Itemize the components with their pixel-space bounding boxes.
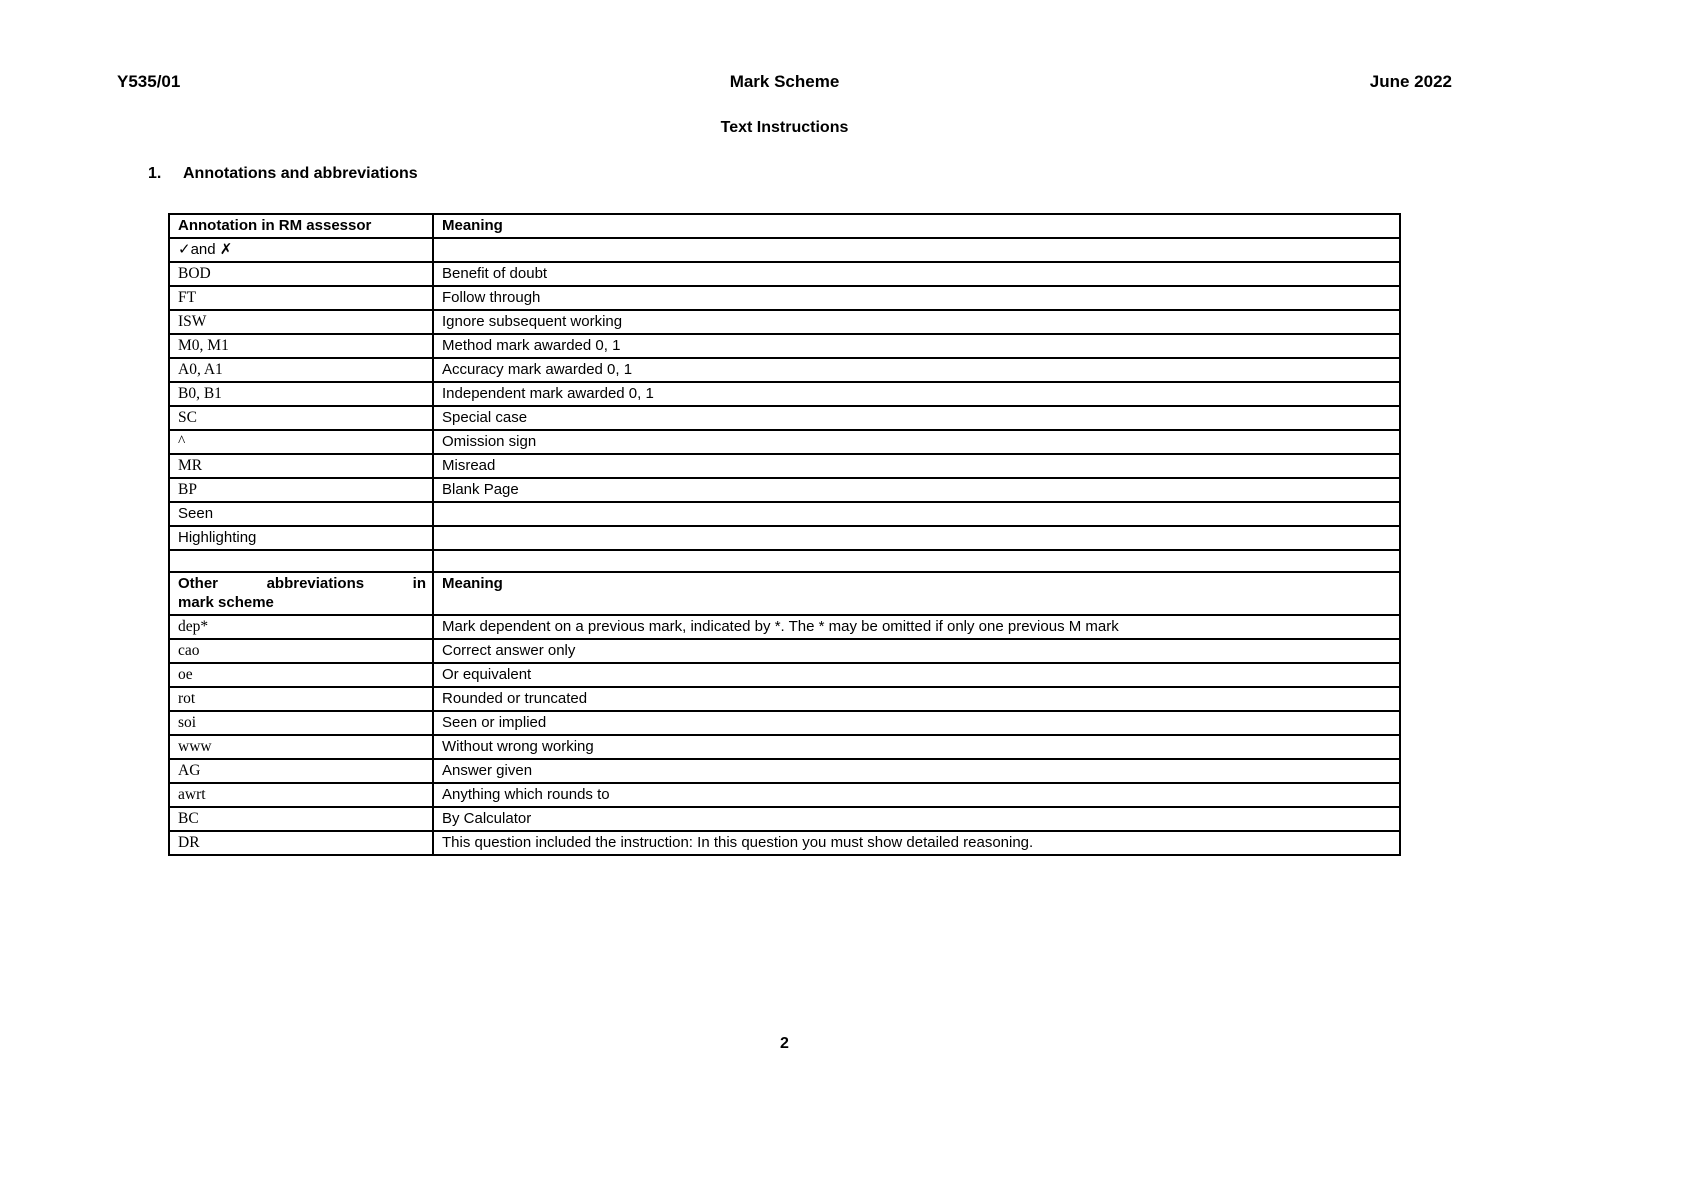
table-row bbox=[169, 639, 1400, 663]
annotation-code-cell: ✓and ✗ bbox=[169, 238, 433, 262]
exam-session: June 2022 bbox=[1369, 72, 1452, 91]
meaning-cell: Seen or implied bbox=[433, 711, 1400, 735]
table-row bbox=[169, 783, 1400, 807]
table-row bbox=[169, 687, 1400, 711]
table-row bbox=[169, 711, 1400, 735]
meaning-cell: Benefit of doubt bbox=[433, 262, 1400, 286]
meaning-cell bbox=[433, 526, 1400, 550]
section-heading bbox=[148, 165, 418, 183]
tables-container bbox=[168, 213, 1401, 856]
table-row bbox=[169, 759, 1400, 783]
annotation-code-cell: BC bbox=[169, 807, 433, 831]
meaning-cell: This question included the instruction: In this question you must show detailed reasoning. bbox=[433, 831, 1400, 855]
meaning-header-cell: Meaning bbox=[433, 214, 1400, 238]
table-header-row bbox=[169, 572, 1400, 615]
table-header-row bbox=[169, 214, 1400, 238]
annotation-code-cell: BP bbox=[169, 478, 433, 502]
meaning-cell: Misread bbox=[433, 454, 1400, 478]
table-row bbox=[169, 550, 1400, 572]
annotation-code-cell: www bbox=[169, 735, 433, 759]
meaning-cell: By Calculator bbox=[433, 807, 1400, 831]
annotation-code-cell: MR bbox=[169, 454, 433, 478]
meaning-cell: Blank Page bbox=[433, 478, 1400, 502]
annotation-code-cell: A0, A1 bbox=[169, 358, 433, 382]
table-row bbox=[169, 262, 1400, 286]
table-row bbox=[169, 430, 1400, 454]
meaning-cell: Or equivalent bbox=[433, 663, 1400, 687]
annotation-code-cell: awrt bbox=[169, 783, 433, 807]
abbreviation-header-cell: Other abbreviations in mark scheme bbox=[169, 572, 433, 615]
meaning-cell bbox=[433, 502, 1400, 526]
annotation-code-cell: ^ bbox=[169, 430, 433, 454]
table-row bbox=[169, 663, 1400, 687]
table-row bbox=[169, 807, 1400, 831]
table-row bbox=[169, 406, 1400, 430]
meaning-cell: Ignore subsequent working bbox=[433, 310, 1400, 334]
meaning-cell: Accuracy mark awarded 0, 1 bbox=[433, 358, 1400, 382]
annotation-header-cell: Annotation in RM assessor bbox=[169, 214, 433, 238]
page-number: 2 bbox=[780, 1035, 789, 1052]
annotation-code-cell: Seen bbox=[169, 502, 433, 526]
table-row bbox=[169, 310, 1400, 334]
meaning-cell: Special case bbox=[433, 406, 1400, 430]
annotation-code-cell: soi bbox=[169, 711, 433, 735]
table-row bbox=[169, 831, 1400, 855]
exam-code: Y535/01 bbox=[117, 72, 181, 91]
meaning-cell bbox=[433, 238, 1400, 262]
table-row bbox=[169, 735, 1400, 759]
page-header bbox=[117, 72, 1452, 94]
meaning-cell: Omission sign bbox=[433, 430, 1400, 454]
annotation-code-cell: AG bbox=[169, 759, 433, 783]
annotation-code-cell: oe bbox=[169, 663, 433, 687]
table-row bbox=[169, 454, 1400, 478]
annotation-code-cell: BOD bbox=[169, 262, 433, 286]
annotation-code-cell: B0, B1 bbox=[169, 382, 433, 406]
abbreviations-table bbox=[168, 571, 1401, 856]
meaning-cell: Anything which rounds to bbox=[433, 783, 1400, 807]
meaning-cell: Rounded or truncated bbox=[433, 687, 1400, 711]
table-row bbox=[169, 358, 1400, 382]
meaning-cell: Follow through bbox=[433, 286, 1400, 310]
table-row bbox=[169, 334, 1400, 358]
meaning-cell: Method mark awarded 0, 1 bbox=[433, 334, 1400, 358]
meaning-cell bbox=[433, 550, 1400, 572]
meaning-cell: Mark dependent on a previous mark, indicated by *. The * may be omitted if only one previous M mark bbox=[433, 615, 1400, 639]
meaning-cell: Without wrong working bbox=[433, 735, 1400, 759]
table-row bbox=[169, 238, 1400, 262]
section-number: 1. bbox=[148, 165, 162, 182]
annotation-code-cell: SC bbox=[169, 406, 433, 430]
table-row bbox=[169, 526, 1400, 550]
annotation-code-cell: dep* bbox=[169, 615, 433, 639]
annotation-code-cell: cao bbox=[169, 639, 433, 663]
annotation-code-cell: Highlighting bbox=[169, 526, 433, 550]
annotation-code-cell: ISW bbox=[169, 310, 433, 334]
meaning-cell: Independent mark awarded 0, 1 bbox=[433, 382, 1400, 406]
annotation-code-cell: rot bbox=[169, 687, 433, 711]
section-title: Annotations and abbreviations bbox=[183, 165, 418, 182]
meaning-cell: Correct answer only bbox=[433, 639, 1400, 663]
table-row bbox=[169, 502, 1400, 526]
table-row bbox=[169, 382, 1400, 406]
table-row bbox=[169, 478, 1400, 502]
page-subtitle: Text Instructions bbox=[720, 119, 849, 136]
annotation-code-cell: FT bbox=[169, 286, 433, 310]
annotation-code-cell bbox=[169, 550, 433, 572]
annotations-table bbox=[168, 213, 1401, 573]
document-title: Mark Scheme bbox=[729, 72, 840, 91]
meaning-cell: Answer given bbox=[433, 759, 1400, 783]
annotation-code-cell: M0, M1 bbox=[169, 334, 433, 358]
table-row bbox=[169, 615, 1400, 639]
table-row bbox=[169, 286, 1400, 310]
meaning-header-cell: Meaning bbox=[433, 572, 1400, 615]
annotation-code-cell: DR bbox=[169, 831, 433, 855]
